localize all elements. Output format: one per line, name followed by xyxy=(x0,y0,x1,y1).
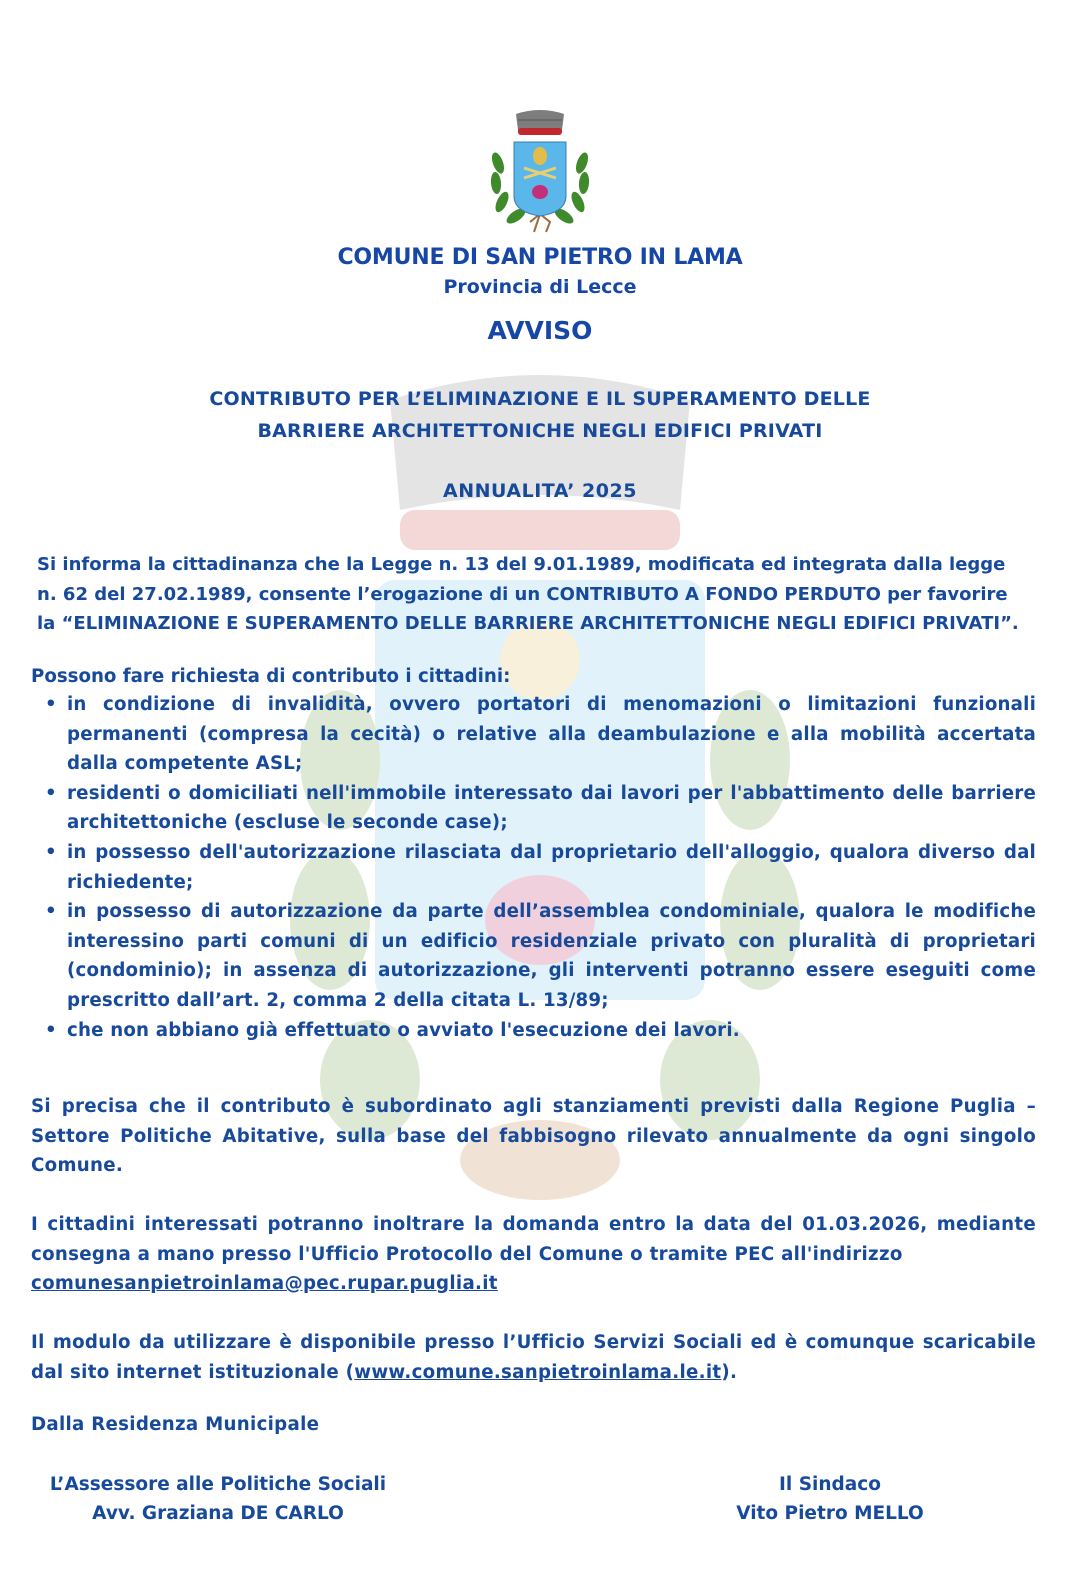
form-text: Il modulo da utilizzare è disponibile presso l’Ufficio Servizi Sociali ed è comunque scaricabile dal sito internet istituzionale ( xyxy=(31,1332,1036,1383)
funding-paragraph: Si precisa che il contributo è subordinato agli stanziamenti previsti dalla Regione Puglia – Settore Politiche Abitative, sulla base del fabbisogno rilevato annualmente da ogni singolo Comune. xyxy=(31,1096,1036,1176)
shield-icon xyxy=(514,142,566,216)
notice-title-line-2: BARRIERE ARCHITETTONICHE NEGLI EDIFICI PRIVATI xyxy=(257,420,823,442)
closing-line: Dalla Residenza Municipale xyxy=(31,1414,320,1435)
intro-line-2: n. 62 del 27.02.1989, consente l’erogazione di un CONTRIBUTO A FONDO PERDUTO per favorire xyxy=(37,583,1008,605)
municipality-name: COMUNE DI SAN PIETRO IN LAMA xyxy=(337,245,743,270)
pec-email-link[interactable]: comunesanpietroinlama@pec.rupar.puglia.it xyxy=(31,1273,498,1294)
signature-left-name: Avv. Graziana DE CARLO xyxy=(92,1503,344,1524)
submission-text: I cittadini interessati potranno inoltrare la domanda entro la data del 01.03.2026, mediante consegna a mano presso l'Ufficio Protocollo del Comune o tramite PEC all'indirizzo xyxy=(31,1214,1036,1265)
intro-line-3: la “ELIMINAZIONE E SUPERAMENTO DELLE BARRIERE ARCHITETTONICHE NEGLI EDIFICI PRIVATI”. xyxy=(37,613,1019,634)
signature-right-role: Il Sindaco xyxy=(779,1474,881,1495)
signature-sindaco xyxy=(680,1470,980,1528)
intro-line-1: Si informa la cittadinanza che la Legge n. 13 del 9.01.1989, modificata ed integrata dalla legge xyxy=(37,554,1006,575)
intro-paragraph xyxy=(37,550,1047,639)
signature-left-role: L’Assessore alle Politiche Sociali xyxy=(49,1474,387,1495)
eligibility-item: • in possesso dell'autorizzazione rilasciata dal proprietario dell'alloggio, qualora diverso dal richiedente; xyxy=(31,838,1036,897)
notice-year: ANNUALITA’ 2025 xyxy=(443,480,637,502)
coat-of-arms xyxy=(488,108,592,236)
crown-icon xyxy=(516,110,564,135)
eligibility-item: • che non abbiano già effettuato o avviato l'esecuzione dei lavori. xyxy=(31,1016,1036,1046)
eligibility-heading: Possono fare richiesta di contributo i cittadini: xyxy=(31,666,511,687)
eligibility-item: • in possesso di autorizzazione da parte dell’assemblea condominiale, qualora le modifiche interessino parti comuni di un edificio residenziale privato con pluralità di proprietari (condominio); in assenza di autorizzazione, gli interventi potranno essere eseguiti come prescritto dall’art. 2, comma 2 della citata L. 13/89; xyxy=(31,897,1036,1015)
website-link[interactable]: www.comune.sanpietroinlama.le.it xyxy=(354,1361,722,1383)
form-paragraph xyxy=(31,1328,1036,1387)
province-name: Provincia di Lecce xyxy=(443,276,637,298)
signature-right-name: Vito Pietro MELLO xyxy=(736,1503,924,1524)
notice-label: AVVISO xyxy=(487,316,593,345)
form-text-end: ). xyxy=(721,1361,738,1383)
submission-paragraph xyxy=(31,1210,1036,1299)
notice-title xyxy=(0,383,1080,447)
eligibility-list xyxy=(31,690,1036,1045)
eligibility-item: • residenti o domiciliati nell'immobile interessato dai lavori per l'abbattimento delle barriere architettoniche (escluse le seconde case); xyxy=(31,779,1036,838)
signature-assessore xyxy=(38,1470,398,1528)
notice-title-line-1: CONTRIBUTO PER L’ELIMINAZIONE E IL SUPERAMENTO DELLE xyxy=(209,388,871,410)
eligibility-item: • in condizione di invalidità, ovvero portatori di menomazioni o limitazioni funzionali permanenti (compresa la cecità) o relative alla deambulazione e alla mobilità accertata dalla competente ASL; xyxy=(31,690,1036,779)
